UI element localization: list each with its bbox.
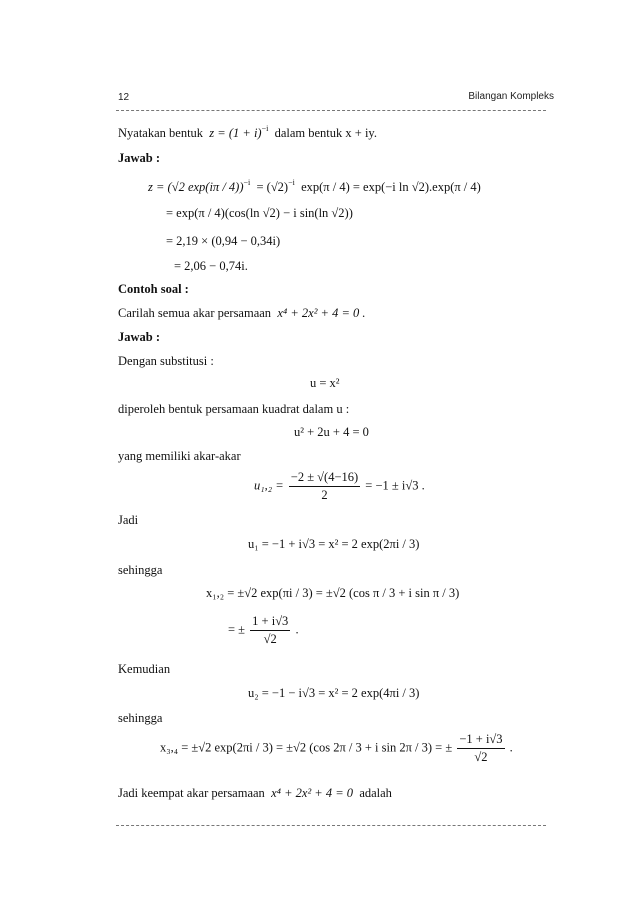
final-line	[118, 786, 392, 801]
contoh-heading: Contoh soal :	[118, 282, 189, 296]
quadratic-text: diperoleh bentuk persamaan kuadrat dalam u :	[118, 402, 350, 416]
footer-rule	[116, 825, 546, 826]
jawab-heading-2: Jawab :	[118, 330, 161, 344]
equation-u2: u₂ = −1 − i√3 = x² = 2 exp(4πi / 3)	[248, 686, 420, 700]
eq-u12-rhs: = −1 ± i√3 .	[365, 478, 425, 493]
eq-x34-post: .	[509, 740, 513, 755]
intro-exponent: −i	[261, 124, 269, 133]
equation-quadratic: u² + 2u + 4 = 0	[294, 425, 369, 439]
eq-x12b-denominator: √2	[263, 632, 277, 646]
equation-u1: u₁ = −1 + i√3 = x² = 2 exp(2πi / 3)	[248, 537, 420, 551]
eq-u12-lhs: u₁,₂ =	[254, 478, 284, 493]
problem-line	[118, 306, 366, 321]
eq1-exp-a: −i	[243, 178, 251, 187]
intro-expression: z = (1 + i)	[209, 126, 262, 140]
intro-text: Nyatakan bentuk	[118, 126, 204, 140]
equation-u12	[254, 470, 425, 503]
equation-2: = exp(π / 4)(cos(ln √2) − i sin(ln √2))	[166, 206, 353, 220]
intro-tail: dalam bentuk x + iy.	[274, 126, 377, 140]
eq-x12b-fraction	[250, 614, 290, 647]
sehingga-text-1: sehingga	[118, 563, 163, 577]
equation-x12: x₁,₂ = ±√2 exp(πi / 3) = ±√2 (cos π / 3 + i sin π / 3)	[206, 586, 460, 600]
eq-x12b-numerator: 1 + i√3	[250, 614, 290, 631]
eq1-part-a: z = (√2 exp(iπ / 4))	[148, 180, 244, 194]
eq1-exp-b: −i	[288, 178, 295, 187]
equation-4: = 2,06 − 0,74i.	[174, 259, 248, 273]
eq-x12b-post: .	[295, 622, 299, 637]
roots-text: yang memiliki akar-akar	[118, 449, 241, 463]
problem-expression: x⁴ + 2x² + 4 = 0 .	[277, 306, 366, 320]
kemudian-text: Kemudian	[118, 662, 171, 676]
equation-1	[148, 178, 481, 195]
equation-x12b	[228, 614, 299, 647]
eq1-part-c: exp(π / 4) = exp(−i ln √2).exp(π / 4)	[301, 180, 481, 194]
substitution-text: Dengan substitusi :	[118, 354, 214, 368]
header-rule	[116, 110, 546, 111]
final-tail: adalah	[359, 786, 392, 800]
page-number: 12	[118, 92, 130, 103]
final-expression: x⁴ + 2x² + 4 = 0	[271, 786, 354, 800]
eq-u12-fraction	[289, 470, 360, 503]
intro-line	[118, 124, 377, 141]
jawab-heading-1: Jawab :	[118, 151, 161, 165]
equation-x34	[160, 732, 513, 765]
eq-u12-denominator: 2	[321, 488, 328, 502]
eq-x34-main: x₃,₄ = ±√2 exp(2πi / 3) = ±√2 (cos 2π / 3 + i sin 2π / 3) = ±	[160, 740, 453, 755]
problem-text: Carilah semua akar persamaan	[118, 306, 272, 320]
sehingga-text-2: sehingga	[118, 711, 163, 725]
equation-3: = 2,19 × (0,94 − 0,34i)	[166, 234, 281, 248]
equation-u: u = x²	[310, 376, 340, 390]
eq-x34-numerator: −1 + i√3	[457, 732, 504, 749]
eq-x34-denominator: √2	[474, 750, 488, 764]
jadi-text-1: Jadi	[118, 513, 139, 527]
eq-u12-numerator: −2 ± √(4−16)	[289, 470, 360, 487]
final-text: Jadi keempat akar persamaan	[118, 786, 265, 800]
running-title: Bilangan Kompleks	[468, 91, 554, 102]
eq1-part-b: = (√2)	[256, 180, 289, 194]
eq-x34-fraction	[457, 732, 504, 765]
eq-x12b-pre: = ±	[228, 622, 246, 637]
